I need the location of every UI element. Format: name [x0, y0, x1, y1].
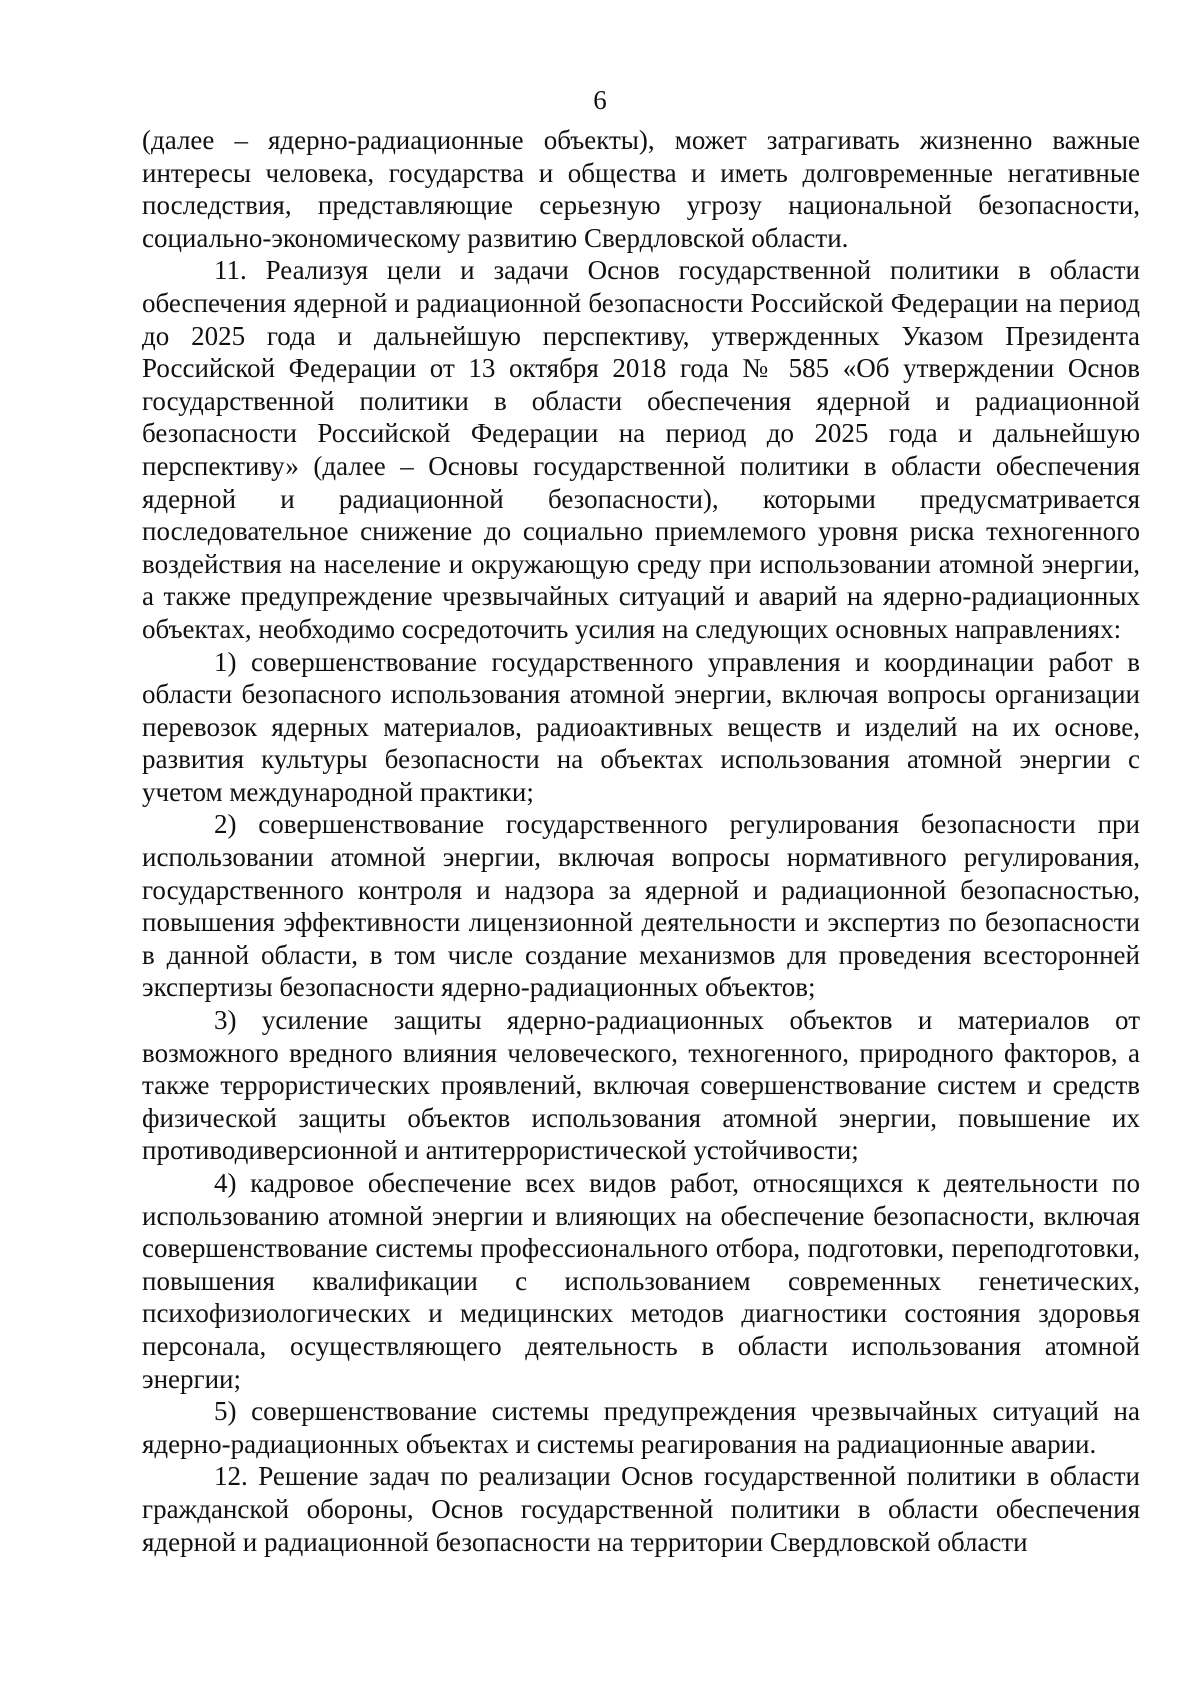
- page-number: 6: [593, 85, 607, 115]
- list-item-4: 4) кадровое обеспечение всех видов работ, относящихся к деятельности по использованию атомной энергии и влияющих на обеспечение безопасности, включая совершенствование системы профессионального отбора, подготовки, переподготовки, повышения квалификации с использованием современных генетических, психофизиологических и медицинских методов диагностики состояния здоровья персонала, осуществляющего деятельность в области использования атомной энергии;: [142, 1168, 1140, 1394]
- paragraph-item-12: 12. Решение задач по реализации Основ государственной политики в области гражданской обороны, Основ государственной политики в области обеспечения ядерной и радиационной безопасности на территории Свердловской области: [142, 1461, 1140, 1557]
- list-item-1: 1) совершенствование государственного управления и координации работ в области безопасного использования атомной энергии, включая вопросы организации перевозок ядерных материалов, радиоактивных веществ и изделий на их основе, развития культуры безопасности на объектах использования атомной энергии с учетом международной практики;: [142, 646, 1140, 807]
- list-item-2: 2) совершенствование государственного регулирования безопасности при использовании атомной энергии, включая вопросы нормативного регулирования, государственного контроля и надзора за ядерной и радиационной безопасностью, повышения эффективности лицензионной деятельности и экспертиз по безопасности в данной области, в том числе создание механизмов для проведения всесторонней экспертизы безопасности ядерно-радиационных объектов;: [142, 809, 1140, 1003]
- list-item-5: 5) совершенствование системы предупреждения чрезвычайных ситуаций на ядерно-радиационных объектах и системы реагирования на радиационные аварии.: [142, 1396, 1140, 1459]
- list-item-3: 3) усиление защиты ядерно-радиационных объектов и материалов от возможного вредного влияния человеческого, техногенного, природного факторов, а также террористических проявлений, включая совершенствование систем и средств физической защиты объектов использования атомной энергии, повышение их противодиверсионной и антитеррористической устойчивости;: [142, 1005, 1140, 1166]
- document-body: [142, 124, 1140, 1558]
- paragraph-item-11: 11. Реализуя цели и задачи Основ государственной политики в области обеспечения ядерной и радиационной безопасности Российской Федерации на период до 2025 года и дальнейшую перспективу, утвержденных Указом Президента Российской Федерации от 13 октября 2018 года № 585 «Об утверждении Основ государственной политики в области обеспечения ядерной и радиационной безопасности Российской Федерации на период до 2025 года и дальнейшую перспективу» (далее – Основы государственной политики в области обеспечения ядерной и радиационной безопасности), которыми предусматривается последовательное снижение до социально приемлемого уровня риска техногенного воздействия на население и окружающую среду при использовании атомной энергии, а также предупреждение чрезвычайных ситуаций и аварий на ядерно-радиационных объектах, необходимо сосредоточить усилия на следующих основных направлениях:: [142, 255, 1140, 644]
- paragraph-continuation: (далее – ядерно-радиационные объекты), может затрагивать жизненно важные интересы человека, государства и общества и иметь долговременные негативные последствия, представляющие серьезную угрозу национальной безопасности, социально-экономическому развитию Свердловской области.: [142, 125, 1140, 253]
